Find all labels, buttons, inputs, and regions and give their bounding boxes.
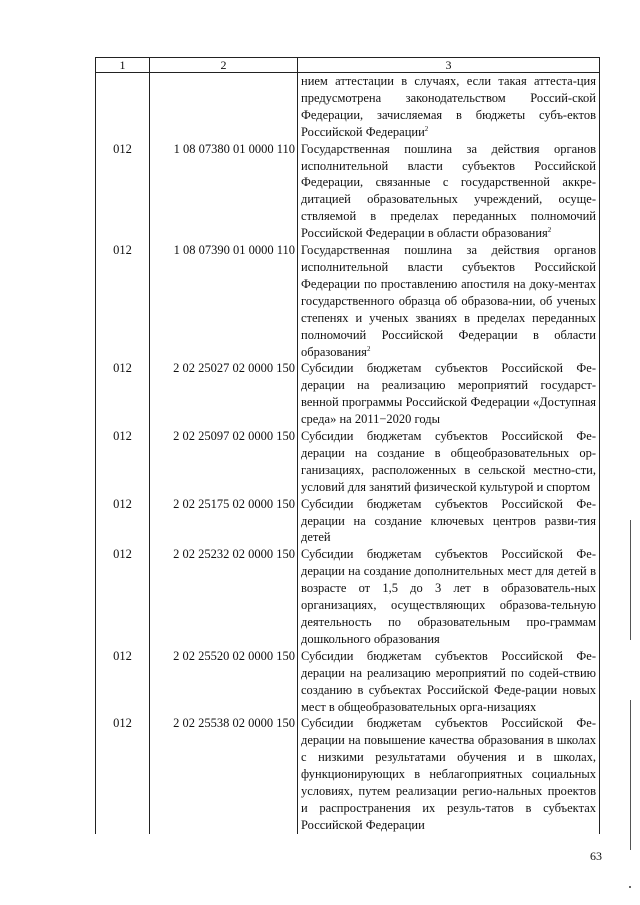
table-row (96, 242, 600, 360)
scan-artifact (629, 886, 631, 888)
description-text: Государственная пошлина за действия органов исполнительной власти субъектов Российской Федерации по проставлению апостиля на доку-ментах государственного образца об образова-нии, об ученых степенях и ученых званиях в пределах переданных полномочий Российской Федерации в области образования (301, 243, 596, 359)
admin-code-cell: 012 (96, 496, 150, 547)
header-col-3: 3 (298, 58, 600, 73)
scan-edge-line (630, 700, 631, 850)
description-cell (298, 546, 600, 647)
table-row (96, 715, 600, 833)
description-text: Субсидии бюджетам субъектов Российской Фе-дерации на создание в общеобразовательных ор-ганизациях, расположенных в сельской местно-сти, условий для занятий физической культурой и спортом (301, 429, 596, 494)
description-cell (298, 428, 600, 496)
page-number: 63 (590, 849, 602, 863)
budget-code-cell: 1 08 07390 01 0000 110 (150, 242, 298, 360)
budget-code-cell: 2 02 25175 02 0000 150 (150, 496, 298, 547)
description-cell (298, 648, 600, 716)
admin-code-cell: 012 (96, 360, 150, 428)
admin-code-cell: 012 (96, 648, 150, 716)
budget-code-cell (150, 73, 298, 141)
description-cell (298, 360, 600, 428)
header-col-2: 2 (150, 58, 298, 73)
description-cell (298, 242, 600, 360)
budget-code-cell: 2 02 25232 02 0000 150 (150, 546, 298, 647)
scan-edge-line (630, 520, 631, 640)
description-text: Субсидии бюджетам субъектов Российской Фе-дерации на повышение качества образования в школах с низкими результатами обучения и в школах, функционирующих в неблагоприятных социальных условиях, путем реализации регио-нальных проектов и распространения их резуль-татов в субъектах Российской Федерации (301, 716, 596, 832)
footnote-mark: 2 (424, 124, 429, 133)
description-cell (298, 73, 600, 141)
admin-code-cell: 012 (96, 546, 150, 647)
admin-code-cell: 012 (96, 715, 150, 833)
description-text: Субсидии бюджетам субъектов Российской Фе-дерации на создание дополнительных мест для детей в возрасте от 1,5 до 3 лет в образователь-ных организациях, осуществляющих образова-тельную деятельность по образовательным про-граммам дошкольного образования (301, 547, 596, 646)
admin-code-cell: 012 (96, 141, 150, 242)
table-row (96, 428, 600, 496)
description-cell (298, 715, 600, 833)
table-row (96, 73, 600, 141)
budget-code-cell: 2 02 25520 02 0000 150 (150, 648, 298, 716)
footnote-mark: 2 (547, 226, 552, 235)
description-text: Субсидии бюджетам субъектов Российской Фе-дерации на создание ключевых центров разви-тия детей (301, 496, 596, 545)
budget-classification-table (95, 57, 600, 834)
table-header-row (96, 58, 600, 73)
footnote-mark: 2 (366, 344, 371, 353)
table-row (96, 546, 600, 647)
header-col-1: 1 (96, 58, 150, 73)
description-cell (298, 141, 600, 242)
table-row (96, 141, 600, 242)
budget-code-cell: 2 02 25538 02 0000 150 (150, 715, 298, 833)
admin-code-cell: 012 (96, 242, 150, 360)
description-text: нием аттестации в случаях, если такая аттеста-ция предусмотрена законодательством Россий-ской Федерации, зачисляемая в бюджеты субъ-ектов Российской Федерации (301, 74, 596, 139)
table-row (96, 360, 600, 428)
table-row (96, 648, 600, 716)
description-cell (298, 496, 600, 547)
budget-code-cell: 2 02 25027 02 0000 150 (150, 360, 298, 428)
budget-code-cell: 2 02 25097 02 0000 150 (150, 428, 298, 496)
table-row (96, 496, 600, 547)
description-text: Субсидии бюджетам субъектов Российской Фе-дерации на реализацию мероприятий по содей-ствию созданию в субъектах Российской Феде-рации новых мест в общеобразовательных орга-низациях (301, 648, 596, 714)
admin-code-cell: 012 (96, 428, 150, 496)
description-text: Государственная пошлина за действия органов исполнительной власти субъектов Российской Федерации, связанные с государственной аккре-дитацией образовательных учреждений, осуще-ствляемой в пределах переданных полномочий Российской Федерации в области образования (301, 141, 596, 241)
budget-code-cell: 1 08 07380 01 0000 110 (150, 141, 298, 242)
admin-code-cell (96, 73, 150, 141)
description-text: Субсидии бюджетам субъектов Российской Фе-дерации на реализацию мероприятий государст-венной программы Российской Федерации «Доступная среда» на 2011−2020 годы (301, 361, 596, 427)
